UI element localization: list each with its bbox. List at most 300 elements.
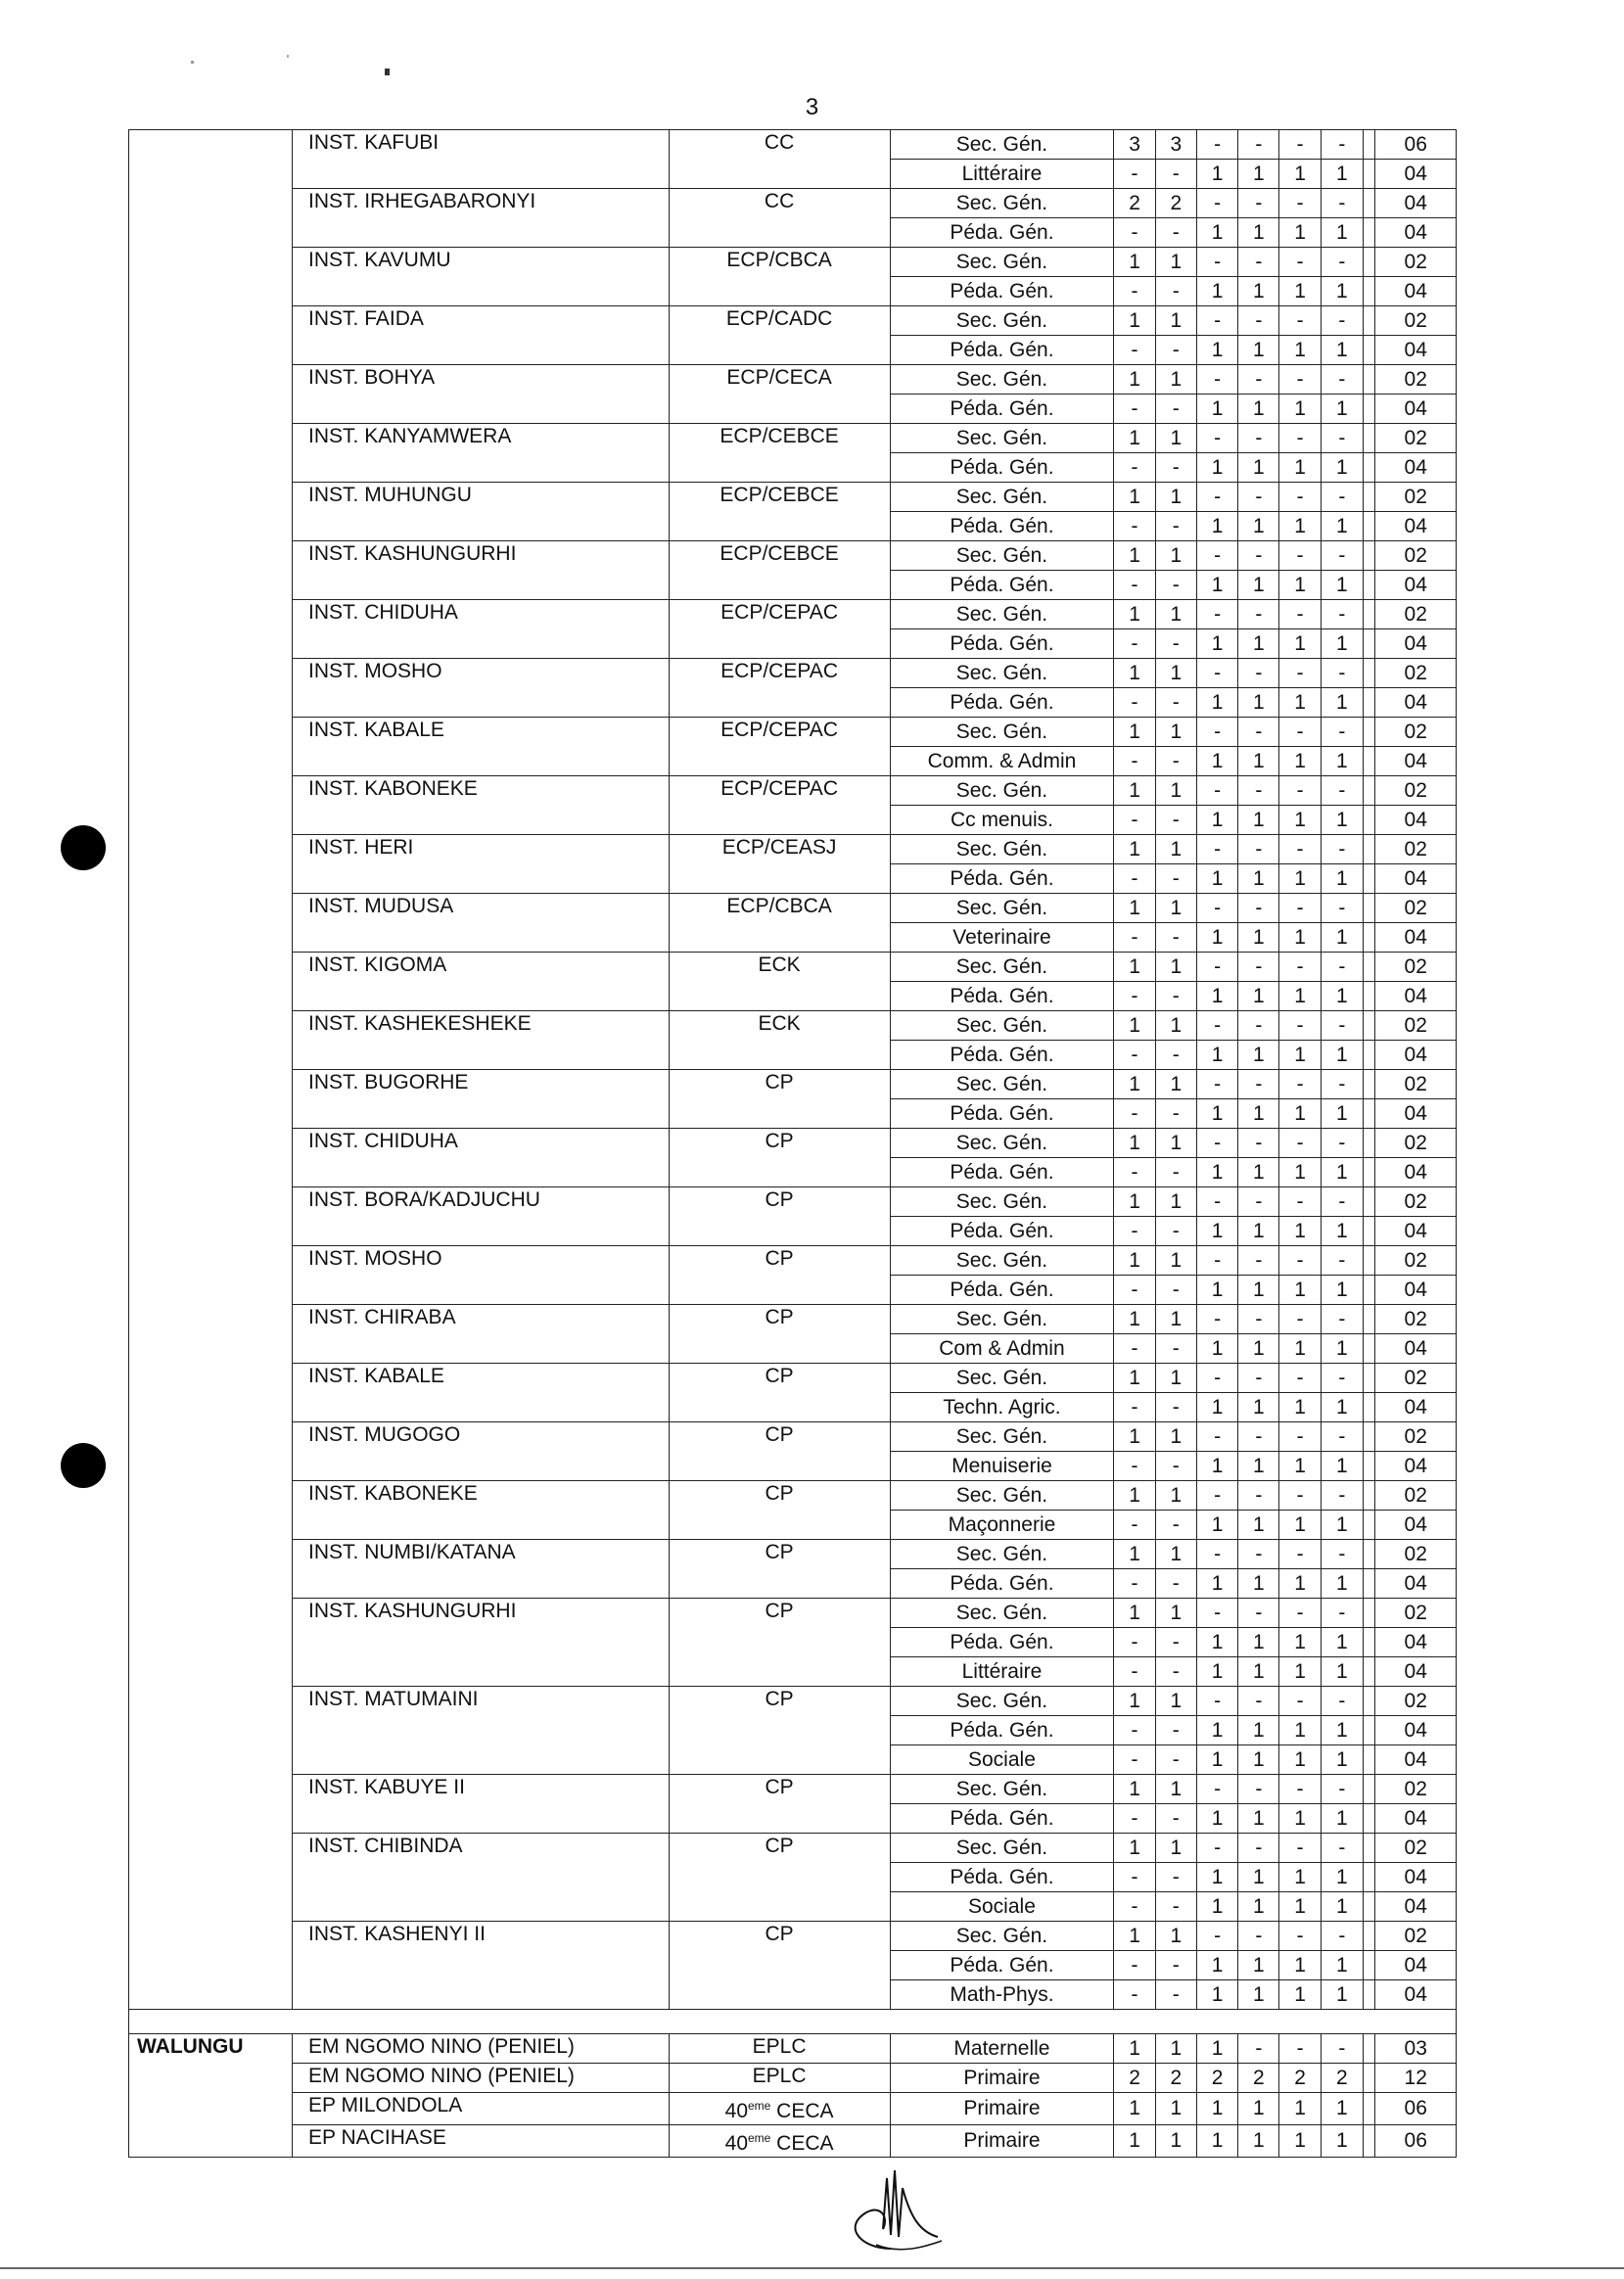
table-row xyxy=(129,659,1457,688)
section-name: Sec. Gén. xyxy=(890,1775,1114,1804)
class-count-cell: 1 xyxy=(1155,718,1196,747)
class-count-cell: - xyxy=(1321,1922,1363,1951)
class-count-cell: - xyxy=(1238,130,1279,160)
table-row xyxy=(129,953,1457,982)
total-cell: 04 xyxy=(1375,1511,1457,1540)
class-count-cell: 1 xyxy=(1196,1452,1237,1481)
class-count-cell: - xyxy=(1238,1129,1279,1158)
class-count-cell: - xyxy=(1114,747,1155,776)
class-count-cell: - xyxy=(1238,894,1279,923)
class-count-cell: 1 xyxy=(1238,1951,1279,1980)
empty-cell xyxy=(1364,1364,1375,1393)
section-name: Sec. Gén. xyxy=(890,718,1114,747)
institution-name: INST. MUHUNGU xyxy=(293,483,670,541)
class-count-cell: 1 xyxy=(1114,1775,1155,1804)
empty-cell xyxy=(1364,1334,1375,1364)
class-count-cell: 1 xyxy=(1238,1980,1279,2010)
empty-cell xyxy=(1364,2125,1375,2158)
organization-code xyxy=(669,248,890,306)
class-count-cell: - xyxy=(1155,1951,1196,1980)
class-count-cell: 1 xyxy=(1279,395,1321,424)
class-count-cell: 1 xyxy=(1196,1158,1237,1187)
total-cell: 02 xyxy=(1375,1011,1457,1041)
class-count-cell: - xyxy=(1321,365,1363,395)
class-count-cell: - xyxy=(1321,1599,1363,1628)
class-count-cell: - xyxy=(1238,1481,1279,1511)
class-count-cell: - xyxy=(1114,1511,1155,1540)
class-count-cell: 1 xyxy=(1321,747,1363,776)
section-name: Péda. Gén. xyxy=(890,1716,1114,1745)
class-count-cell: - xyxy=(1196,424,1237,453)
class-count-cell: 1 xyxy=(1114,1129,1155,1158)
empty-cell xyxy=(1364,1011,1375,1041)
total-cell: 02 xyxy=(1375,659,1457,688)
class-count-cell: 1 xyxy=(1155,483,1196,512)
institution-name: INST. KABONEKE xyxy=(293,1481,670,1540)
institution-name: INST. MUGOGO xyxy=(293,1422,670,1481)
class-count-cell: - xyxy=(1196,1070,1237,1099)
class-count-cell: 1 xyxy=(1196,1276,1237,1305)
class-count-cell: - xyxy=(1321,835,1363,864)
class-count-cell: - xyxy=(1155,1745,1196,1775)
class-count-cell: 1 xyxy=(1155,1540,1196,1569)
class-count-cell: - xyxy=(1155,218,1196,248)
class-count-cell: 1 xyxy=(1114,1834,1155,1863)
class-count-cell: - xyxy=(1155,453,1196,483)
empty-cell xyxy=(1364,541,1375,571)
total-cell: 04 xyxy=(1375,1980,1457,2010)
class-count-cell: 1 xyxy=(1321,571,1363,600)
empty-cell xyxy=(1364,248,1375,277)
spacer-cell xyxy=(129,2010,1457,2034)
empty-cell xyxy=(1364,483,1375,512)
organization-code xyxy=(669,541,890,600)
section-name: Péda. Gén. xyxy=(890,336,1114,365)
class-count-cell: 1 xyxy=(1238,1393,1279,1422)
class-count-cell: - xyxy=(1279,1775,1321,1804)
class-count-cell: 1 xyxy=(1279,1716,1321,1745)
class-count-cell: - xyxy=(1196,483,1237,512)
institution-name: INST. NUMBI/KATANA xyxy=(293,1540,670,1599)
class-count-cell: 1 xyxy=(1114,2093,1155,2125)
class-count-cell: - xyxy=(1114,160,1155,189)
institution-name: EM NGOMO NINO (PENIEL) xyxy=(293,2034,670,2064)
class-count-cell: 1 xyxy=(1155,953,1196,982)
class-count-cell: 1 xyxy=(1114,1070,1155,1099)
class-count-cell: - xyxy=(1238,365,1279,395)
class-count-cell: 1 xyxy=(1155,2125,1196,2158)
section-name: Péda. Gén. xyxy=(890,629,1114,659)
empty-cell xyxy=(1364,1511,1375,1540)
class-count-cell: - xyxy=(1321,541,1363,571)
class-count-cell: 1 xyxy=(1321,1951,1363,1980)
class-count-cell: - xyxy=(1196,600,1237,629)
organization-code-text: ECP/CEBCE xyxy=(719,425,839,447)
table-row xyxy=(129,1129,1457,1158)
total-cell: 02 xyxy=(1375,541,1457,571)
class-count-cell: - xyxy=(1114,1452,1155,1481)
class-count-cell: - xyxy=(1196,1481,1237,1511)
section-name: Sociale xyxy=(890,1745,1114,1775)
class-count-cell: - xyxy=(1238,1070,1279,1099)
class-count-cell: 1 xyxy=(1114,483,1155,512)
class-count-cell: - xyxy=(1279,1305,1321,1334)
organization-code xyxy=(669,1599,890,1687)
class-count-cell: - xyxy=(1196,1599,1237,1628)
total-cell: 04 xyxy=(1375,629,1457,659)
class-count-cell: 1 xyxy=(1279,1745,1321,1775)
class-count-cell: - xyxy=(1114,571,1155,600)
organization-code-text: ECP/CECA xyxy=(726,366,832,389)
class-count-cell: - xyxy=(1155,1804,1196,1834)
section-name: Menuiserie xyxy=(890,1452,1114,1481)
class-count-cell: - xyxy=(1114,1569,1155,1599)
class-count-cell: 1 xyxy=(1196,2125,1237,2158)
total-cell: 02 xyxy=(1375,1481,1457,1511)
class-count-cell: - xyxy=(1279,953,1321,982)
organization-code xyxy=(669,130,890,189)
class-count-cell: 1 xyxy=(1114,1540,1155,1569)
class-count-cell: 1 xyxy=(1196,1511,1237,1540)
region-cell xyxy=(129,130,293,2010)
institution-name: INST. KABALE xyxy=(293,718,670,776)
total-cell: 02 xyxy=(1375,835,1457,864)
organization-code-text: CP xyxy=(765,1923,794,1945)
total-cell: 04 xyxy=(1375,1657,1457,1687)
total-cell: 02 xyxy=(1375,1599,1457,1628)
class-count-cell: 1 xyxy=(1279,1511,1321,1540)
class-count-cell: 1 xyxy=(1114,776,1155,806)
class-count-cell: 1 xyxy=(1155,776,1196,806)
total-cell: 04 xyxy=(1375,218,1457,248)
class-count-cell: 1 xyxy=(1238,1452,1279,1481)
empty-cell xyxy=(1364,688,1375,718)
class-count-cell: - xyxy=(1238,483,1279,512)
organization-code xyxy=(669,1922,890,2010)
total-cell: 02 xyxy=(1375,1922,1457,1951)
table-row xyxy=(129,2064,1457,2093)
page-number: 3 xyxy=(805,94,819,120)
class-count-cell: 2 xyxy=(1321,2064,1363,2093)
total-cell: 02 xyxy=(1375,1834,1457,1863)
class-count-cell: - xyxy=(1238,718,1279,747)
class-count-cell: - xyxy=(1196,835,1237,864)
class-count-cell: - xyxy=(1238,1922,1279,1951)
class-count-cell: 1 xyxy=(1155,1011,1196,1041)
class-count-cell: - xyxy=(1155,1276,1196,1305)
class-count-cell: - xyxy=(1321,248,1363,277)
empty-cell xyxy=(1364,718,1375,747)
empty-cell xyxy=(1364,1041,1375,1070)
class-count-cell: - xyxy=(1279,2034,1321,2064)
class-count-cell: - xyxy=(1279,365,1321,395)
section-name: Péda. Gén. xyxy=(890,453,1114,483)
institution-name: EM NGOMO NINO (PENIEL) xyxy=(293,2064,670,2093)
section-name: Primaire xyxy=(890,2125,1114,2158)
empty-cell xyxy=(1364,1540,1375,1569)
class-count-cell: 1 xyxy=(1114,1922,1155,1951)
class-count-cell: - xyxy=(1114,1804,1155,1834)
class-count-cell: - xyxy=(1196,365,1237,395)
organization-code xyxy=(669,1129,890,1187)
class-count-cell: 1 xyxy=(1279,688,1321,718)
section-name: Sec. Gén. xyxy=(890,1922,1114,1951)
section-name: Sec. Gén. xyxy=(890,483,1114,512)
class-count-cell: 1 xyxy=(1238,864,1279,894)
class-count-cell: - xyxy=(1196,1775,1237,1804)
organization-code xyxy=(669,2093,890,2125)
organization-code-text: CP xyxy=(765,1482,794,1505)
institution-name: INST. CHIBINDA xyxy=(293,1834,670,1922)
class-count-cell: 1 xyxy=(1321,336,1363,365)
class-count-cell: - xyxy=(1155,1041,1196,1070)
class-count-cell: 1 xyxy=(1114,953,1155,982)
section-name: Péda. Gén. xyxy=(890,512,1114,541)
class-count-cell: 1 xyxy=(1196,747,1237,776)
class-count-cell: 2 xyxy=(1196,2064,1237,2093)
class-count-cell: - xyxy=(1155,806,1196,835)
total-cell: 02 xyxy=(1375,1540,1457,1569)
class-count-cell: - xyxy=(1238,2034,1279,2064)
section-name: Sec. Gén. xyxy=(890,835,1114,864)
organization-code xyxy=(669,1305,890,1364)
institution-name: INST. CHIDUHA xyxy=(293,600,670,659)
class-count-cell: - xyxy=(1238,1599,1279,1628)
class-count-cell: - xyxy=(1321,306,1363,336)
empty-cell xyxy=(1364,2093,1375,2125)
class-count-cell: 1 xyxy=(1321,1511,1363,1540)
empty-cell xyxy=(1364,336,1375,365)
total-cell: 02 xyxy=(1375,365,1457,395)
class-count-cell: - xyxy=(1321,424,1363,453)
empty-cell xyxy=(1364,1246,1375,1276)
class-count-cell: 1 xyxy=(1321,688,1363,718)
organization-code xyxy=(669,953,890,1011)
class-count-cell: - xyxy=(1238,600,1279,629)
total-cell: 04 xyxy=(1375,1569,1457,1599)
class-count-cell: 1 xyxy=(1321,160,1363,189)
total-cell: 04 xyxy=(1375,806,1457,835)
class-count-cell: - xyxy=(1155,1657,1196,1687)
class-count-cell: 1 xyxy=(1196,1863,1237,1892)
class-count-cell: 1 xyxy=(1155,306,1196,336)
class-count-cell: - xyxy=(1238,1540,1279,1569)
total-cell: 06 xyxy=(1375,2093,1457,2125)
class-count-cell: - xyxy=(1321,1540,1363,1569)
section-name: Sec. Gén. xyxy=(890,776,1114,806)
organization-code-text: CP xyxy=(765,1365,794,1387)
institution-name: EP MILONDOLA xyxy=(293,2093,670,2125)
table-row xyxy=(129,130,1457,160)
class-count-cell: - xyxy=(1114,1099,1155,1129)
class-count-cell: 1 xyxy=(1238,1099,1279,1129)
class-count-cell: - xyxy=(1114,688,1155,718)
class-count-cell: 1 xyxy=(1196,1980,1237,2010)
class-count-cell: 1 xyxy=(1114,365,1155,395)
scan-speck xyxy=(385,69,390,75)
table-row xyxy=(129,248,1457,277)
class-count-cell: 1 xyxy=(1114,248,1155,277)
class-count-cell: 1 xyxy=(1321,1569,1363,1599)
handwritten-signature xyxy=(832,2159,969,2256)
class-count-cell: - xyxy=(1196,718,1237,747)
organization-code-superscript: eme xyxy=(748,2099,771,2113)
empty-cell xyxy=(1364,600,1375,629)
institution-name: INST. KABALE xyxy=(293,1364,670,1422)
section-name: Com & Admin xyxy=(890,1334,1114,1364)
table-row xyxy=(129,1834,1457,1863)
institution-name: INST. KASHUNGURHI xyxy=(293,541,670,600)
class-count-cell: - xyxy=(1279,1599,1321,1628)
institution-name: INST. BUGORHE xyxy=(293,1070,670,1129)
class-count-cell: 1 xyxy=(1279,629,1321,659)
class-count-cell: - xyxy=(1196,1422,1237,1452)
class-count-cell: - xyxy=(1321,1775,1363,1804)
total-cell: 02 xyxy=(1375,1775,1457,1804)
section-name: Sec. Gén. xyxy=(890,1187,1114,1217)
empty-cell xyxy=(1364,629,1375,659)
class-count-cell: 1 xyxy=(1321,1041,1363,1070)
scan-speck xyxy=(191,61,194,64)
section-name: Maçonnerie xyxy=(890,1511,1114,1540)
section-name: Sec. Gén. xyxy=(890,1364,1114,1393)
class-count-cell: 1 xyxy=(1196,1892,1237,1922)
empty-cell xyxy=(1364,189,1375,218)
institution-name: INST. CHIDUHA xyxy=(293,1129,670,1187)
institution-name: INST. MATUMAINI xyxy=(293,1687,670,1775)
class-count-cell: 1 xyxy=(1238,218,1279,248)
class-count-cell: 1 xyxy=(1238,1745,1279,1775)
section-name: Sec. Gén. xyxy=(890,1422,1114,1452)
section-name: Sec. Gén. xyxy=(890,248,1114,277)
class-count-cell: 1 xyxy=(1321,1716,1363,1745)
section-name: Sec. Gén. xyxy=(890,1540,1114,1569)
class-count-cell: 1 xyxy=(1321,512,1363,541)
section-name: Péda. Gén. xyxy=(890,1951,1114,1980)
class-count-cell: 1 xyxy=(1321,218,1363,248)
empty-cell xyxy=(1364,776,1375,806)
total-cell: 02 xyxy=(1375,1305,1457,1334)
class-count-cell: 1 xyxy=(1114,835,1155,864)
organization-code-text: CC xyxy=(764,190,795,212)
empty-cell xyxy=(1364,1804,1375,1834)
scan-speck xyxy=(287,55,289,58)
class-count-cell: - xyxy=(1155,982,1196,1011)
class-count-cell: 1 xyxy=(1196,395,1237,424)
section-name: Sec. Gén. xyxy=(890,953,1114,982)
class-count-cell: 1 xyxy=(1279,1657,1321,1687)
class-count-cell: 1 xyxy=(1321,806,1363,835)
class-count-cell: 1 xyxy=(1321,2093,1363,2125)
class-count-cell: - xyxy=(1196,894,1237,923)
institution-name: INST. BOHYA xyxy=(293,365,670,424)
empty-cell xyxy=(1364,659,1375,688)
class-count-cell: 3 xyxy=(1155,130,1196,160)
class-count-cell: 1 xyxy=(1114,1687,1155,1716)
class-count-cell: 1 xyxy=(1196,277,1237,306)
class-count-cell: 1 xyxy=(1196,1628,1237,1657)
class-count-cell: - xyxy=(1155,1980,1196,2010)
section-name: Primaire xyxy=(890,2093,1114,2125)
class-count-cell: - xyxy=(1279,1187,1321,1217)
table-row xyxy=(129,189,1457,218)
class-count-cell: - xyxy=(1321,1481,1363,1511)
class-count-cell: 1 xyxy=(1321,1276,1363,1305)
class-count-cell: - xyxy=(1279,1129,1321,1158)
class-count-cell: 1 xyxy=(1238,923,1279,953)
section-name: Péda. Gén. xyxy=(890,1041,1114,1070)
class-count-cell: 1 xyxy=(1114,1599,1155,1628)
empty-cell xyxy=(1364,1716,1375,1745)
class-count-cell: 3 xyxy=(1114,130,1155,160)
allocation-table xyxy=(128,129,1457,2158)
class-count-cell: 1 xyxy=(1196,1099,1237,1129)
empty-cell xyxy=(1364,1129,1375,1158)
class-count-cell: 1 xyxy=(1238,806,1279,835)
class-count-cell: - xyxy=(1238,1687,1279,1716)
total-cell: 02 xyxy=(1375,424,1457,453)
organization-code-text: ECP/CEASJ xyxy=(721,836,837,859)
class-count-cell: - xyxy=(1114,1041,1155,1070)
class-count-cell: - xyxy=(1114,1745,1155,1775)
class-count-cell: 1 xyxy=(1279,218,1321,248)
class-count-cell: - xyxy=(1279,1070,1321,1099)
class-count-cell: - xyxy=(1279,1922,1321,1951)
institution-name: EP NACIHASE xyxy=(293,2125,670,2158)
class-count-cell: 1 xyxy=(1155,1834,1196,1863)
class-count-cell: 1 xyxy=(1279,2125,1321,2158)
class-count-cell: 1 xyxy=(1238,1892,1279,1922)
section-name: Cc menuis. xyxy=(890,806,1114,835)
section-name: Sec. Gén. xyxy=(890,1011,1114,1041)
total-cell: 02 xyxy=(1375,306,1457,336)
empty-cell xyxy=(1364,894,1375,923)
class-count-cell: - xyxy=(1114,1158,1155,1187)
section-name: Sec. Gén. xyxy=(890,189,1114,218)
class-count-cell: - xyxy=(1238,248,1279,277)
empty-cell xyxy=(1364,1775,1375,1804)
class-count-cell: - xyxy=(1114,512,1155,541)
class-count-cell: - xyxy=(1279,600,1321,629)
class-count-cell: 1 xyxy=(1155,365,1196,395)
class-count-cell: 1 xyxy=(1196,1804,1237,1834)
institution-name: INST. FAIDA xyxy=(293,306,670,365)
total-cell: 04 xyxy=(1375,1158,1457,1187)
total-cell: 02 xyxy=(1375,718,1457,747)
class-count-cell: - xyxy=(1279,483,1321,512)
class-count-cell: 1 xyxy=(1155,248,1196,277)
organization-code xyxy=(669,2034,890,2064)
class-count-cell: - xyxy=(1155,277,1196,306)
section-name: Math-Phys. xyxy=(890,1980,1114,2010)
class-count-cell: - xyxy=(1155,1569,1196,1599)
class-count-cell: 1 xyxy=(1114,424,1155,453)
class-count-cell: - xyxy=(1114,982,1155,1011)
table-row xyxy=(129,1364,1457,1393)
class-count-cell: - xyxy=(1155,571,1196,600)
organization-code xyxy=(669,1011,890,1070)
class-count-cell: 1 xyxy=(1196,1716,1237,1745)
class-count-cell: 1 xyxy=(1321,395,1363,424)
class-count-cell: - xyxy=(1321,1011,1363,1041)
class-count-cell: 1 xyxy=(1321,1657,1363,1687)
class-count-cell: 1 xyxy=(1238,1334,1279,1364)
institution-name: INST. HERI xyxy=(293,835,670,894)
class-count-cell: 1 xyxy=(1321,1863,1363,1892)
class-count-cell: 1 xyxy=(1196,2034,1237,2064)
class-count-cell: 1 xyxy=(1238,1716,1279,1745)
class-count-cell: - xyxy=(1321,1364,1363,1393)
